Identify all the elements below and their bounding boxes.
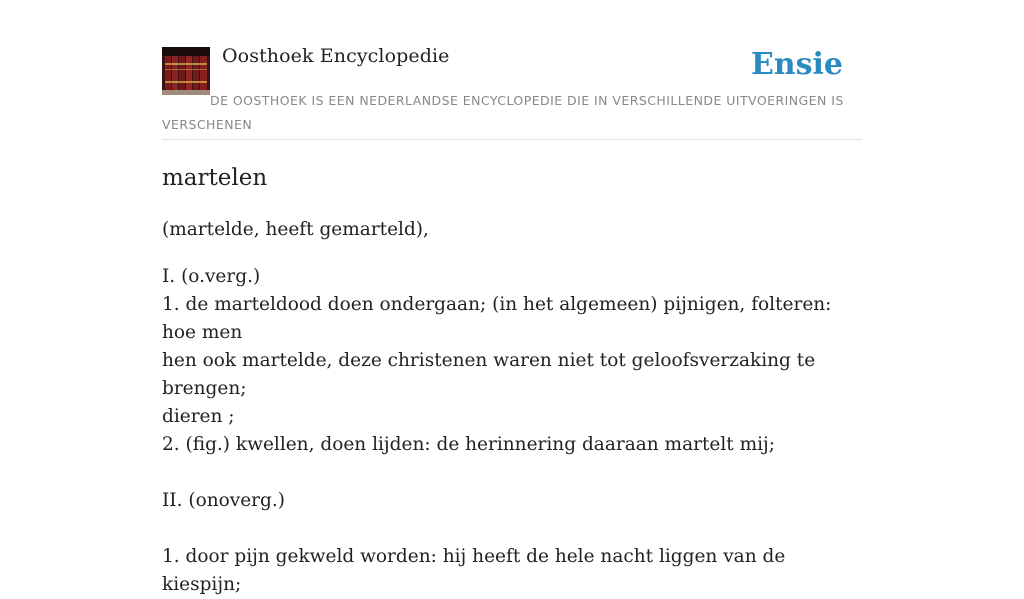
site-title-link[interactable]: Oosthoek Encyclopedie xyxy=(222,45,450,67)
entry-definition xyxy=(162,263,862,599)
content-container xyxy=(162,0,862,595)
definition-line: 1. de marteldood doen ondergaan; (in het algemeen) pijnigen, folteren: hoe men xyxy=(162,294,832,343)
entry-title: martelen xyxy=(162,165,268,191)
site-header xyxy=(162,0,862,140)
definition-line: II. (onoverg.) xyxy=(162,490,285,511)
book-spines-icon xyxy=(162,47,210,95)
site-tagline: DE OOSTHOEK IS EEN NEDERLANDSE ENCYCLOPEDIE DIE IN VERSCHILLENDE UITVOERINGEN IS VERSCHENEN xyxy=(162,93,844,132)
ensie-logo-link[interactable]: Ensie xyxy=(750,47,843,82)
definition-line: dieren ; xyxy=(162,406,235,427)
definition-line xyxy=(162,459,862,487)
encyclopedia-avatar[interactable] xyxy=(162,47,210,95)
definition-line: hen ook martelde, deze christenen waren niet tot geloofsverzaking te brengen; xyxy=(162,350,816,399)
definition-line: 1. door pijn gekweld worden: hij heeft de hele nacht liggen van de kiespijn; xyxy=(162,546,786,595)
entry-forms: (martelde, heeft gemarteld), xyxy=(162,219,429,240)
definition-line: 2. (fig.) kwellen, doen lijden: de herinnering daaraan martelt mij; xyxy=(162,434,776,455)
definition-line: I. (o.verg.) xyxy=(162,266,261,287)
definition-line xyxy=(162,515,862,543)
